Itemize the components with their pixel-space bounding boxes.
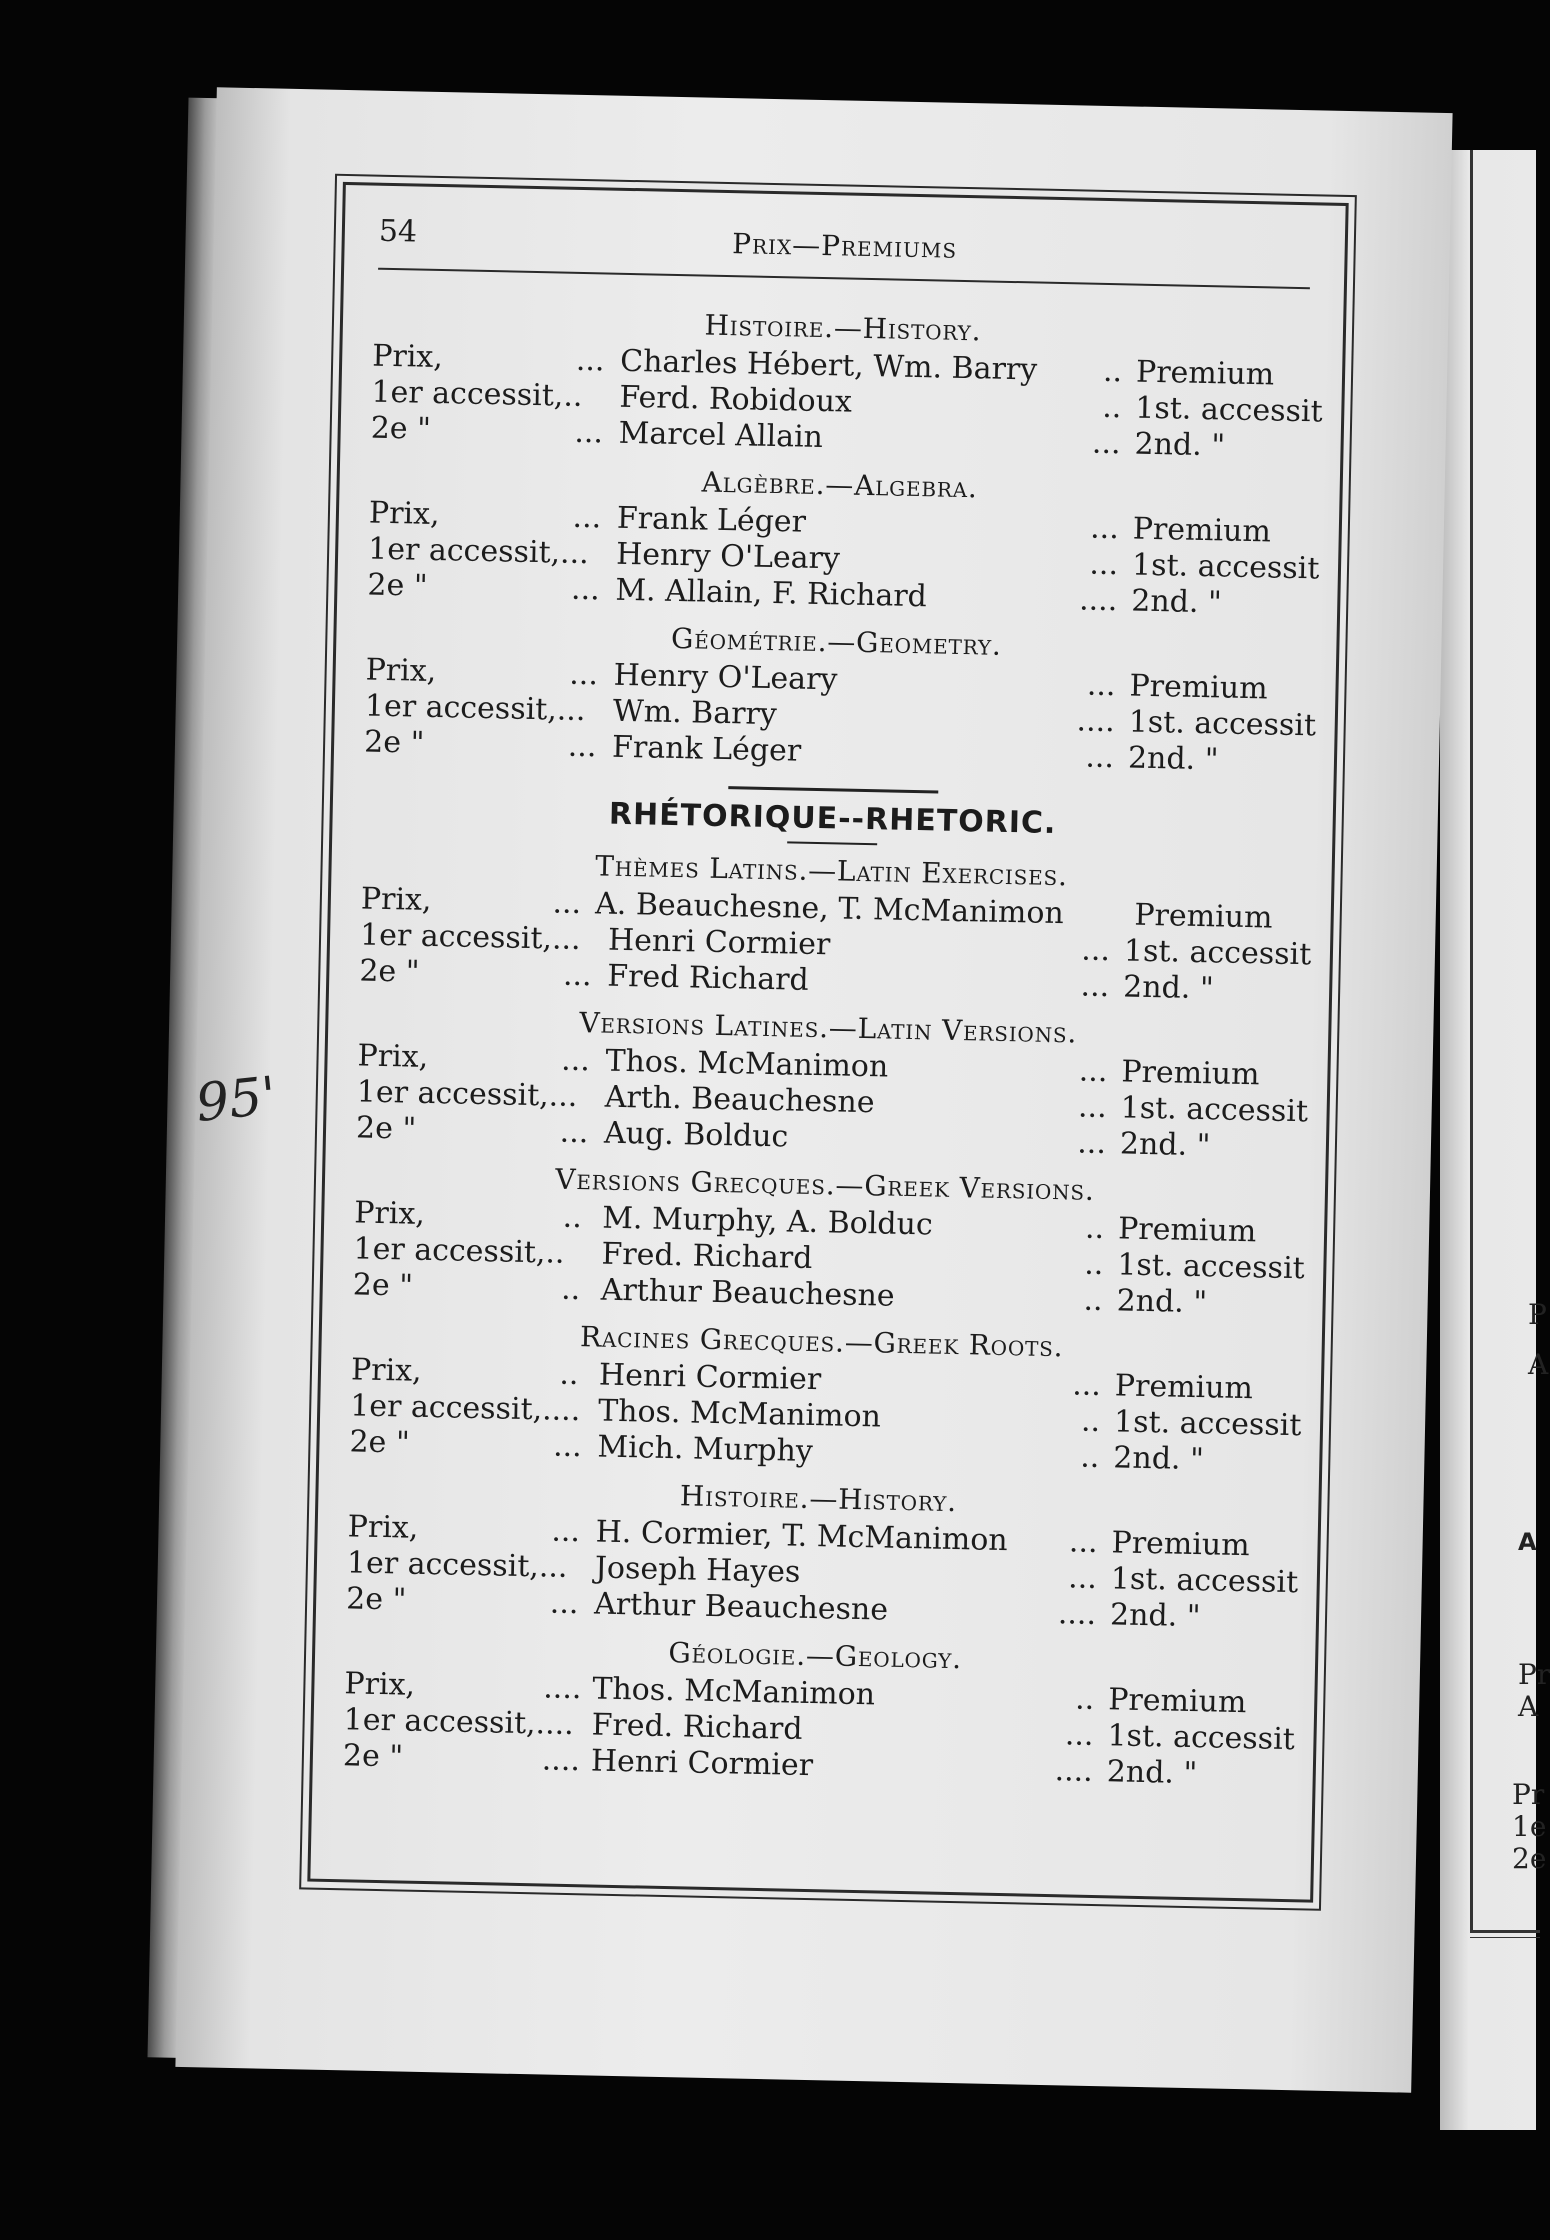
prize-rank: 1er accessit,... <box>359 917 582 958</box>
prize-rank: 2e " <box>352 1267 414 1304</box>
rank-leader-dots: ... <box>574 414 604 451</box>
award-leader-dots: .. <box>1101 389 1122 426</box>
award-leader-dots: ... <box>1064 1717 1094 1753</box>
award-label: Premium <box>1117 1211 1257 1250</box>
prize-rank: Prix, <box>360 881 432 918</box>
award-leader-dots <box>1064 923 1135 924</box>
award-label: 1st. accessit <box>1131 547 1320 587</box>
handwritten-margin-note: 95' <box>193 1065 280 1135</box>
page-title: Prix—Premiums <box>731 227 958 265</box>
prize-list <box>342 296 1323 1806</box>
winner-names: Henri Cormier <box>607 922 831 963</box>
winner-names: Arth. Beauchesne <box>604 1079 875 1121</box>
subject-section <box>352 1158 1306 1323</box>
award-leader-dots: .... <box>1054 1753 1094 1789</box>
page-frame <box>307 182 1348 1903</box>
subject-section <box>349 1315 1302 1480</box>
rank-leader-dots: .. <box>560 1271 581 1308</box>
award-label: 1st. accessit <box>1110 1561 1299 1601</box>
award-leader-dots: .... <box>1057 1596 1097 1633</box>
rank-leader-dots: ... <box>562 957 593 994</box>
prize-rank: 1er accessit,... <box>367 531 590 572</box>
award-leader-dots: .. <box>1083 1282 1104 1319</box>
winner-names: Wm. Barry <box>612 693 778 733</box>
class-divider <box>728 786 938 793</box>
winner-names: Aug. Bolduc <box>603 1115 789 1155</box>
winner-names: Henry O'Leary <box>613 657 838 698</box>
award-label: 1st. accessit <box>1117 1247 1306 1287</box>
award-leader-dots: .... <box>1078 582 1118 619</box>
winner-names: Fred. Richard <box>601 1236 813 1276</box>
award-label: 2nd. " <box>1119 1126 1211 1164</box>
award-label: 1st. accessit <box>1113 1404 1302 1444</box>
award-label: 2nd. " <box>1127 740 1219 778</box>
winner-names: Arthur Beauchesne <box>600 1272 896 1314</box>
rank-leader-dots: ... <box>572 499 602 536</box>
rank-leader-dots: .. <box>562 1199 583 1236</box>
winner-names: Marcel Allain <box>618 415 824 456</box>
award-leader-dots: ... <box>1086 667 1116 704</box>
prize-rank: 2e " <box>370 410 432 447</box>
prize-rank: 2e " <box>345 1581 407 1618</box>
prize-rank: 1er accessit,.... <box>349 1388 581 1429</box>
prize-rank: 1er accessit,.... <box>343 1702 575 1743</box>
subject-section <box>363 616 1317 781</box>
winner-names: Arthur Beauchesne <box>593 1586 889 1628</box>
winner-names: Charles Hébert, Wm. Barry <box>619 343 1038 388</box>
subject-sections-top <box>363 302 1323 781</box>
prize-rank: 2e " <box>349 1424 411 1461</box>
winner-names: Joseph Hayes <box>594 1550 801 1590</box>
winner-names: Thos. McManimon <box>597 1393 882 1435</box>
prize-rank: 2e " <box>359 953 420 990</box>
rank-leader-dots: ... <box>549 1585 579 1622</box>
award-label: 1st. accessit <box>1107 1718 1296 1758</box>
subject-heading: Histoire.—History. <box>704 308 982 348</box>
prize-rank: Prix, <box>350 1352 422 1389</box>
rank-leader-dots: ... <box>552 1428 583 1465</box>
award-leader-dots: .. <box>1084 1210 1105 1247</box>
winner-names: A. Beauchesne, T. McManimon <box>594 886 1065 932</box>
subject-heading: Géométrie.—Geometry. <box>670 621 1002 662</box>
subject-section <box>370 302 1323 467</box>
rank-leader-dots: .... <box>542 1670 582 1707</box>
award-leader-dots: ... <box>1071 1367 1102 1404</box>
award-label: 1st. accessit <box>1128 704 1317 744</box>
award-label: Premium <box>1132 511 1272 550</box>
award-leader-dots: ... <box>1089 510 1120 547</box>
award-leader-dots: ... <box>1078 1053 1108 1090</box>
subject-section <box>355 1001 1309 1166</box>
rank-leader-dots: ... <box>570 571 601 608</box>
award-leader-dots: .. <box>1074 1681 1095 1717</box>
right-page-fragment: P <box>1528 1298 1547 1331</box>
winner-names: Fred Richard <box>606 958 810 998</box>
award-label: Premium <box>1135 354 1275 393</box>
winner-names: Frank Léger <box>616 500 807 540</box>
left-page <box>175 87 1452 2092</box>
subject-heading: Géologie.—Geology. <box>668 1636 963 1676</box>
award-label: Premium <box>1107 1682 1247 1721</box>
rank-leader-dots: ... <box>560 1042 591 1079</box>
winner-names: Henri Cormier <box>590 1743 814 1784</box>
award-label: Premium <box>1134 897 1273 936</box>
winner-names: Henri Cormier <box>598 1357 822 1398</box>
prize-rank: Prix, <box>365 652 437 689</box>
prize-rank: Prix, <box>353 1195 426 1232</box>
winner-names: Thos. McManimon <box>605 1043 889 1085</box>
subject-heading: Histoire.—History. <box>679 1479 958 1519</box>
award-label: 2nd. " <box>1134 426 1226 464</box>
subject-sections-bottom <box>342 844 1312 1793</box>
winner-names: H. Cormier, T. McManimon <box>595 1514 1009 1559</box>
award-leader-dots: .. <box>1080 1403 1101 1440</box>
rank-leader-dots: ... <box>552 885 582 922</box>
subject-section <box>345 1472 1299 1637</box>
award-label: Premium <box>1129 668 1268 707</box>
winner-names: Fred. Richard <box>591 1707 803 1747</box>
winner-names: Ferd. Robidoux <box>619 379 853 420</box>
prize-rank: 1er accessit,.. <box>371 374 583 414</box>
right-page-fragment: Pr <box>1512 1778 1545 1811</box>
award-leader-dots: .. <box>1102 353 1123 390</box>
award-leader-dots: ... <box>1077 1089 1108 1126</box>
award-label: 1st. accessit <box>1120 1090 1309 1130</box>
award-leader-dots: ... <box>1076 1125 1107 1162</box>
right-page-fragment: A <box>1518 1690 1539 1723</box>
running-head <box>378 208 1311 290</box>
right-page-fragment: A <box>1528 1348 1549 1381</box>
rank-leader-dots: .... <box>541 1742 581 1779</box>
award-label: 1st. accessit <box>1123 933 1312 973</box>
award-label: 2nd. " <box>1106 1754 1198 1792</box>
award-label: 1st. accessit <box>1134 390 1323 430</box>
subject-heading: Algèbre.—Algebra. <box>701 465 979 505</box>
right-page-fragment: Pr <box>1518 1658 1550 1691</box>
subject-heading: Versions Latines.—Latin Versions. <box>579 1006 1078 1050</box>
award-label: 2nd. " <box>1122 969 1215 1007</box>
right-page-bottom-rule <box>1470 1930 1540 1938</box>
prize-rank: 1er accessit,.. <box>353 1231 565 1271</box>
award-label: Premium <box>1111 1525 1251 1564</box>
winner-names: M. Murphy, A. Bolduc <box>601 1200 934 1243</box>
award-label: Premium <box>1114 1368 1254 1407</box>
award-leader-dots: ... <box>1089 546 1119 583</box>
prize-rank: Prix, <box>344 1666 416 1703</box>
prize-rank: 2e " <box>355 1110 417 1147</box>
prize-rank: Prix, <box>357 1038 429 1075</box>
subject-heading: Racines Grecques.—Greek Roots. <box>579 1320 1064 1364</box>
right-page-frame-line <box>1470 150 1473 1930</box>
award-label: 2nd. " <box>1109 1597 1201 1635</box>
subject-section <box>367 459 1320 624</box>
award-leader-dots: ... <box>1085 739 1115 776</box>
rank-leader-dots: ... <box>559 1114 589 1151</box>
right-page <box>1440 150 1550 2130</box>
prize-rank: Prix, <box>371 338 444 376</box>
rank-leader-dots: ... <box>567 728 597 765</box>
prize-rank: Prix, <box>368 495 440 533</box>
prize-rank: 2e " <box>367 567 429 604</box>
subject-section <box>342 1629 1296 1794</box>
right-page-fragment: 2e <box>1512 1842 1547 1875</box>
award-label: 2nd. " <box>1130 583 1223 621</box>
award-label: 2nd. " <box>1116 1283 1208 1321</box>
award-label: 2nd. " <box>1112 1440 1205 1478</box>
prize-rank: Prix, <box>347 1509 419 1546</box>
page-number: 54 <box>378 213 418 250</box>
prize-rank: 2e " <box>342 1738 404 1775</box>
winner-names: M. Allain, F. Richard <box>615 572 928 615</box>
class-divider-small <box>787 841 877 845</box>
subject-section <box>359 844 1312 1009</box>
award-leader-dots: ... <box>1091 425 1121 462</box>
subject-heading: Versions Grecques.—Greek Versions. <box>555 1162 1096 1207</box>
award-leader-dots: ... <box>1068 1524 1098 1561</box>
class-heading: RHÉTORIQUE--RHETORIC. <box>608 796 1057 842</box>
prize-rank: 1er accessit,... <box>356 1074 578 1115</box>
award-leader-dots: ... <box>1080 968 1110 1005</box>
rank-leader-dots: ... <box>551 1513 581 1550</box>
right-page-fragment: A <box>1518 1528 1537 1556</box>
winner-names: Mich. Murphy <box>597 1429 814 1470</box>
award-leader-dots: ... <box>1081 932 1111 969</box>
prize-rank: 1er accessit,... <box>364 688 586 729</box>
prize-rank: 2e " <box>363 724 425 761</box>
award-leader-dots: .. <box>1083 1246 1104 1283</box>
subject-heading: Thèmes Latins.—Latin Exercises. <box>595 849 1069 893</box>
rank-leader-dots: .. <box>559 1356 579 1393</box>
winner-names: Thos. McManimon <box>592 1671 876 1713</box>
award-leader-dots: .. <box>1079 1439 1100 1476</box>
award-leader-dots: ... <box>1067 1560 1098 1597</box>
right-page-fragment: 1e <box>1512 1810 1547 1843</box>
award-label: Premium <box>1121 1054 1260 1093</box>
prize-rank: 1er accessit,... <box>346 1545 568 1585</box>
winner-names: Henry O'Leary <box>615 536 841 577</box>
award-leader-dots: .... <box>1076 703 1116 740</box>
rank-leader-dots: ... <box>568 656 599 693</box>
winner-names: Frank Léger <box>611 729 802 769</box>
rank-leader-dots: ... <box>575 342 605 379</box>
